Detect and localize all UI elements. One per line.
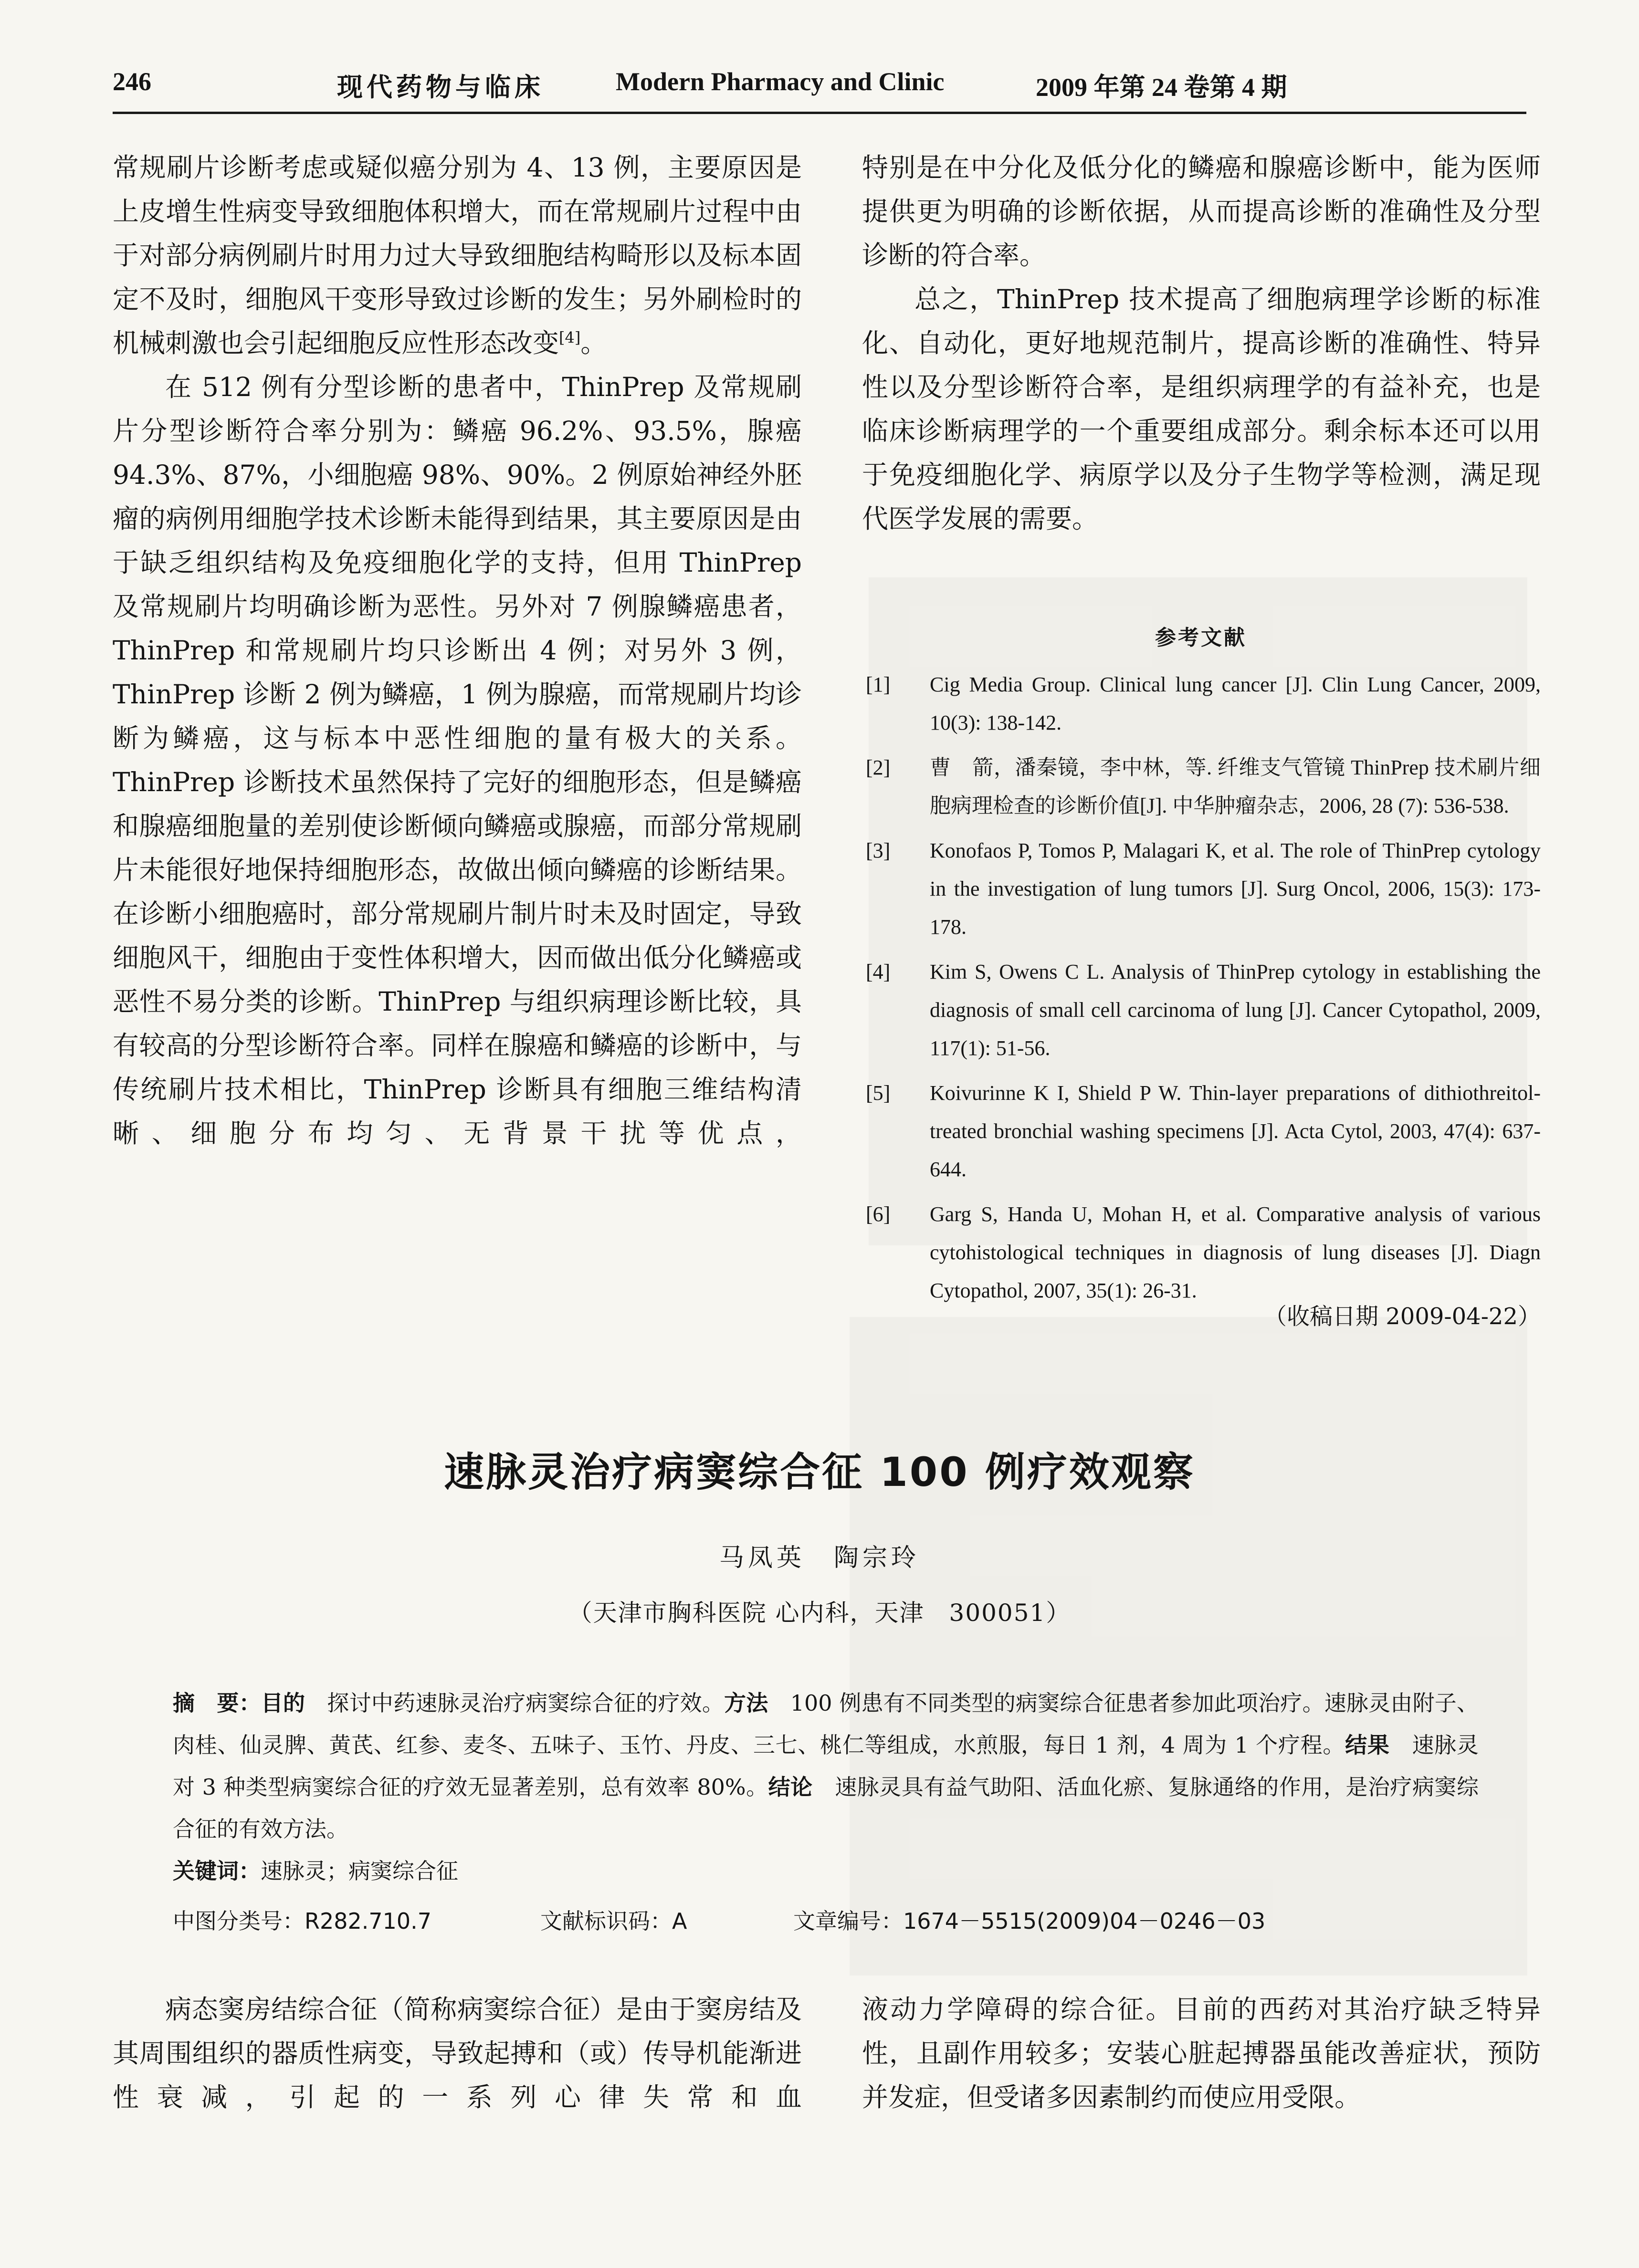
- bleed-through: [850, 1317, 1527, 1975]
- keywords-label: 关键词：: [173, 1858, 261, 1884]
- paragraph: 特别是在中分化及低分化的鳞癌和腺癌诊断中，能为医师提供更为明确的诊断依据，从而提高诊断的准确性及分型诊断的符合率。: [862, 152, 1541, 271]
- header-rule: [113, 112, 1526, 114]
- right-column-bottom: [862, 1987, 1541, 2119]
- reference-item: [3] Konofaos P, Tomos P, Malagari K, et al. The role of ThinPrep cytology in the investigation of lung tumors [J]. Surg Oncol, 2006, 15(3): 173-178.: [866, 839, 1541, 939]
- conclusion-label: 结论: [768, 1774, 813, 1800]
- paragraph: 总之，ThinPrep 技术提高了细胞病理学诊断的标准化、自动化，更好地规范制片，提高诊断的准确性、特异性以及分型诊断符合率，是组织病理学的有益补充，也是临床诊断病理学的一个重要组成部分。剩余标本还可以用于免疫细胞化学、病原学以及分子生物学等检测，满足现代医学发展的需要。: [862, 284, 1541, 534]
- page-number: 246: [113, 67, 151, 96]
- keywords-text: 速脉灵；病窦综合征: [261, 1858, 458, 1884]
- reference-item: [2] 曹 箭，潘秦镜，李中林，等. 纤维支气管镜 ThinPrep 技术刷片细胞病理检查的诊断价值[J]. 中华肿瘤杂志，2006, 28 (7): 536-538.: [866, 756, 1541, 817]
- purpose-label: 目的: [261, 1690, 305, 1716]
- references-heading: 参考文献: [1155, 626, 1247, 650]
- left-column-top: [113, 146, 802, 1155]
- paragraph: 液动力学障碍的综合征。目前的西药对其治疗缺乏特异性，且副作用较多；安装心脏起搏器虽能改善症状，预防并发症，但受诸多因素制约而使应用受限。: [862, 1994, 1541, 2112]
- authors: 马凤英 陶宗玲: [719, 1544, 920, 1572]
- received-date: （收稿日期 2009-04-22）: [1263, 1303, 1541, 1330]
- result-text: 速脉灵对 3 种类型病窦综合征的疗效无显著差别，总有效率 80%。: [173, 1732, 1479, 1800]
- reference-item: [1] Cig Media Group. Clinical lung cancer [J]. Clin Lung Cancer, 2009, 10(3): 138-142.: [866, 673, 1541, 734]
- running-header: [113, 67, 1497, 110]
- reference-item: [6] Garg S, Handa U, Mohan H, et al. Comparative analysis of various cytohistological techniques in diagnosis of lung diseases [J]. Diagn Cytopathol, 2007, 35(1): 26-31.: [866, 1202, 1541, 1302]
- method-text: 100 例患有不同类型的病窦综合征患者参加此项治疗。速脉灵由附子、肉桂、仙灵脾、黄芪、红参、麦冬、五味子、玉竹、丹皮、三七、桃仁等组成，水煎服，每日 1 剂，4 周为 1 个疗程。: [173, 1690, 1479, 1758]
- right-column-top: [862, 146, 1541, 541]
- conclusion-text: 速脉灵具有益气助阳、活血化瘀、复脉通络的作用，是治疗病窦综合征的有效方法。: [173, 1774, 1479, 1842]
- classification-line: [173, 1904, 1479, 1937]
- left-column-bottom: [113, 1987, 802, 2119]
- journal-title-cn: 现代药物与临床: [337, 73, 544, 102]
- abstract: [173, 1682, 1479, 1850]
- article-number: 文章编号：1674－5515(2009)04－0246－03: [793, 1908, 1266, 1934]
- journal-title-en: Modern Pharmacy and Clinic: [616, 67, 945, 96]
- paragraph: 在 512 例有分型诊断的患者中，ThinPrep 及常规刷片分型诊断符合率分别为：鳞癌 96.2%、93.5%，腺癌 94.3%、87%，小细胞癌 98%、90%。2 例原始神经外胚瘤的病例用细胞学技术诊断未能得到结果，其主要原因是由于缺乏组织结构及免疫细胞化学的支持，但用 ThinPrep 及常规刷片均明确诊断为恶性。另外对 7 例腺鳞癌患者，ThinPrep 和常规刷片均只诊断出 4 例；对另外 3 例，ThinPrep 诊断 2 例为鳞癌，1 例为腺癌，而常规刷片均诊断为鳞癌，这与标本中恶性细胞的量有极大的关系。ThinPrep 诊断技术虽然保持了完好的细胞形态，但是鳞癌和腺癌细胞量的差别使诊断倾向鳞癌或腺癌，而部分常规刷片未能很好地保持细胞形态，故做出倾向鳞癌的诊断结果。在诊断小细胞癌时，部分常规刷片制片时未及时固定，导致细胞风干，细胞由于变性体积增大，因而做出低分化鳞癌或恶性不易分类的诊断。ThinPrep 与组织病理诊断比较，具有较高的分型诊断符合率。同样在腺癌和鳞癌的诊断中，与传统刷片技术相比，ThinPrep 诊断具有细胞三维结构清晰、细胞分布均匀、无背景干扰等优点，: [113, 372, 802, 1149]
- method-label: 方法: [724, 1690, 768, 1716]
- document-code: 文献标识码：A: [540, 1908, 687, 1934]
- paragraph: 常规刷片诊断考虑或疑似癌分别为 4、13 例，主要原因是上皮增生性病变导致细胞体积增大，而在常规刷片过程中由于对部分病例刷片时用力过大导致细胞结构畸形以及标本固定不及时，细胞风干变形导致过诊断的发生；另外刷检时的机械刺激也会引起细胞反应性形态改变[4]。: [113, 152, 802, 358]
- issue-info: 2009 年第 24 卷第 4 期: [1036, 73, 1287, 102]
- reference-item: [4] Kim S, Owens C L. Analysis of ThinPrep cytology in establishing the diagnosis of small cell carcinoma of lung [J]. Cancer Cytopathol, 2009, 117(1): 51-56.: [866, 960, 1541, 1060]
- reference-list: [862, 666, 1541, 1317]
- abstract-label: 摘 要：: [173, 1690, 261, 1716]
- reference-item: [5] Koivurinne K I, Shield P W. Thin-layer preparations of dithiothreitol-treated bronchial washing specimens [J]. Acta Cytol, 2003, 47(4): 637-644.: [866, 1081, 1541, 1181]
- article-title: 速脉灵治疗病窦综合征 100 例疗效观察: [444, 1449, 1195, 1495]
- affiliation: （天津市胸科医院 心内科，天津 300051）: [568, 1599, 1071, 1627]
- result-label: 结果: [1345, 1732, 1390, 1758]
- paragraph: 病态窦房结综合征（简称病窦综合征）是由于窦房结及其周围组织的器质性病变，导致起搏和（或）传导机能渐进性衰减，引起的一系列心律失常和血: [113, 1994, 802, 2112]
- purpose-text: 探讨中药速脉灵治疗病窦综合征的疗效。: [305, 1690, 725, 1716]
- clc-number: 中图分类号：R282.710.7: [173, 1908, 432, 1934]
- keywords: [173, 1854, 458, 1885]
